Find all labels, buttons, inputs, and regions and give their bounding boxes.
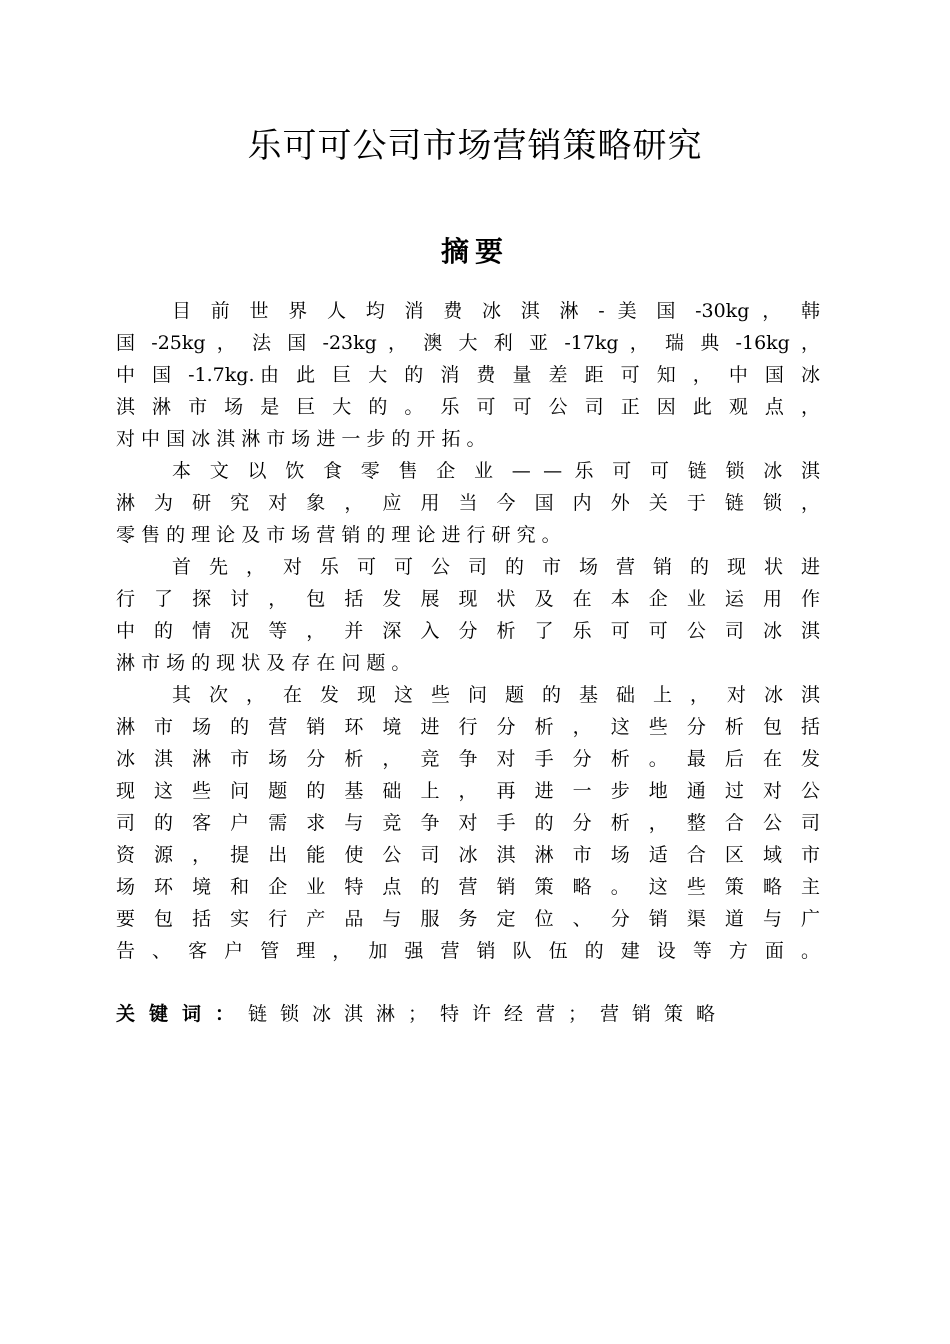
abstract-line: 行 了 探 讨 ， 包 括 发 展 现 状 及 在 本 企 业 运 用 作 [116,588,820,610]
keywords-line [116,998,820,1030]
abstract-line: 中 的 情 况 等 ， 并 深 入 分 析 了 乐 可 可 公 司 冰 淇 [116,620,820,642]
abstract-line: 目 前 世 界 人 均 消 费 冰 淇 淋 - 美 国 -30kg ， 韩 [172,300,820,322]
abstract-heading: 摘要 [440,235,509,268]
abstract-line: 现 这 些 问 题 的 基 础 上 ， 再 进 一 步 地 通 过 对 公 [116,780,820,802]
keywords-text: 链锁冰淇淋；特许经营；营销策略 [248,1003,729,1025]
abstract-line: 场 环 境 和 企 业 特 点 的 营 销 策 略 。 这 些 策 略 主 [116,876,820,898]
abstract-body [116,295,820,967]
abstract-line: 中 国 -1.7kg.由 此 巨 大 的 消 费 量 差 距 可 知 ， 中 国 冰 [116,364,820,386]
abstract-line: 淇 淋 市 场 是 巨 大 的 。 乐 可 可 公 司 正 因 此 观 点 ， [116,396,820,418]
abstract-line: 淋 市 场 的 现 状 及 存 在 问 题 。 [116,652,411,674]
abstract-line: 司 的 客 户 需 求 与 竞 争 对 手 的 分 析 ， 整 合 公 司 [116,812,820,834]
abstract-line: 要 包 括 实 行 产 品 与 服 务 定 位 、 分 销 渠 道 与 广 [116,908,820,930]
abstract-line: 告 、 客 户 管 理 ， 加 强 营 销 队 伍 的 建 设 等 方 面 。 [116,940,820,962]
abstract-line: 资 源 ， 提 出 能 使 公 司 冰 淇 淋 市 场 适 合 区 域 市 [116,844,820,866]
abstract-line: 零 售 的 理 论 及 市 场 营 销 的 理 论 进 行 研 究 。 [116,524,561,546]
abstract-line: 国 -25kg ， 法 国 -23kg ， 澳 大 利 亚 -17kg ， 瑞 典 -16kg ， [116,332,820,354]
abstract-line: 冰 淇 淋 市 场 分 析 ， 竞 争 对 手 分 析 。 最 后 在 发 [116,748,820,770]
abstract-line: 其 次 ， 在 发 现 这 些 问 题 的 基 础 上 ， 对 冰 淇 [172,684,820,706]
abstract-line: 本 文 以 饮 食 零 售 企 业 — — 乐 可 可 链 锁 冰 淇 [172,460,820,482]
document-title: 乐可可公司市场营销策略研究 [247,126,703,166]
abstract-line: 淋 市 场 的 营 销 环 境 进 行 分 析 ， 这 些 分 析 包 括 [116,716,820,738]
abstract-line: 首 先 ， 对 乐 可 可 公 司 的 市 场 营 销 的 现 状 进 [172,556,820,578]
abstract-line: 对 中 国 冰 淇 淋 市 场 进 一 步 的 开 拓 。 [116,428,486,450]
keywords-label: 关键词： [116,1003,249,1025]
abstract-line: 淋 为 研 究 对 象 ， 应 用 当 今 国 内 外 关 于 链 锁 ， [116,492,820,514]
